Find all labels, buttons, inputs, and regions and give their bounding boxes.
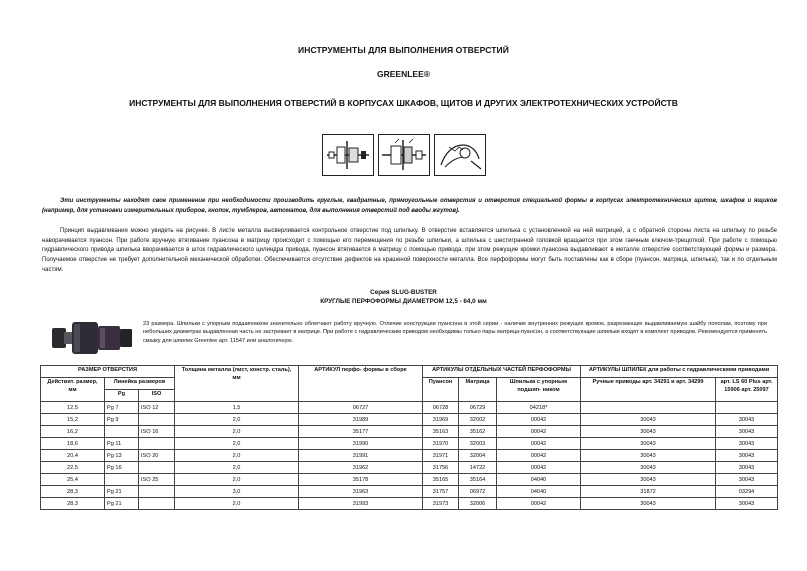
table-cell: 1,5 [175, 402, 299, 414]
table-cell: Pg 7 [105, 402, 139, 414]
table-cell: Pg 9 [105, 414, 139, 426]
table-cell: 00042 [497, 414, 581, 426]
table-cell: 18,6 [41, 438, 105, 450]
table-row [41, 426, 778, 438]
header-hydraulic-studs: АРТИКУЛЫ ШПИЛЕК для работы с гидравлическими приводами [581, 366, 778, 378]
table-cell: 2,0 [175, 474, 299, 486]
table-cell: 04218* [497, 402, 581, 414]
header-die: Матрица [459, 378, 497, 402]
header-punch: Пуансон [423, 378, 459, 402]
principle-paragraph: Принцип выдавливания можно увидеть на рисунке. В листе металла высверливается контрольное отверстие под шпильку. В отверстие вставляется шпилька с установленной на ней матрицей, а с обратной стороны листа на шпильку по резьбе наворачивается пуансон. При работе вручную втягивание пуансона в матрицу происходит с помощью его перемещения по резьбе шпильки, а шпилька с шестигранной головкой вращается при этом гаечным ключом-трещоткой. При работе с помощью гидравлического привода шпилька вворачивается в шток гидравлического цилиндра привода, пуансон втягивается в матрицу с помощью привода, при этом режущие кромки пуансона выдавливают в металле отверстие соответствующей формы и размера. Получаемое отверстие не требует дополнительной механической обработки. Обеспечивается отсутствие дефектов на крашеной поверхности металла. Все перфоформы могут быть поставлены как в сборе (пуансон, матрица, шпилька), так и по отдельным частям. [42, 228, 777, 273]
table-cell: 31973 [423, 498, 459, 510]
product-photo [50, 316, 136, 360]
table-cell [139, 462, 175, 474]
table-row [41, 414, 778, 426]
table-cell: 31970 [423, 438, 459, 450]
table-cell: Pg 16 [105, 462, 139, 474]
table-cell: 30043 [581, 438, 716, 450]
table-cell: 2,0 [175, 438, 299, 450]
table-cell: 32004 [459, 450, 497, 462]
table-cell: ISO 25 [139, 474, 175, 486]
table-cell: 03294 [716, 486, 778, 498]
table-cell: 30043 [716, 414, 778, 426]
table-cell: 30043 [581, 450, 716, 462]
table-row [41, 498, 778, 510]
table-cell: 31963 [299, 486, 423, 498]
table-cell: 06972 [459, 486, 497, 498]
intro-paragraph: Эти инструменты находят свое применение при необходимости производить круглые, квадратные, прямоугольные отверстия и отверстия специальной формы в корпусах электротехнических щитов, шкафов и ящиков (например, для установки измерительных приборов, кнопок, тумблеров, автоматов, для выполнения отверстий под вводы жгутов). [42, 198, 777, 214]
header-pg: Pg [105, 390, 139, 402]
table-cell [139, 414, 175, 426]
table-cell: 04040 [497, 474, 581, 486]
table-cell [139, 486, 175, 498]
table-cell: 30043 [716, 438, 778, 450]
table-cell: 32006 [459, 498, 497, 510]
table-cell [139, 438, 175, 450]
table-cell: 31991 [299, 450, 423, 462]
table-cell: 30043 [716, 462, 778, 474]
table-cell [105, 426, 139, 438]
table-cell: 2,0 [175, 414, 299, 426]
table-cell: Pg 13 [105, 450, 139, 462]
table-cell: 32002 [459, 414, 497, 426]
table-cell: ISO 20 [139, 450, 175, 462]
table-cell [716, 402, 778, 414]
table-cell: ISO 12 [139, 402, 175, 414]
specification-table [40, 365, 778, 510]
table-cell: 00042 [497, 498, 581, 510]
table-row [41, 486, 778, 498]
table-cell: 20,4 [41, 450, 105, 462]
series-heading [0, 288, 807, 306]
table-cell: 31962 [299, 462, 423, 474]
table-cell: 06729 [459, 402, 497, 414]
table-cell: Pg 21 [105, 498, 139, 510]
table-cell: 2,0 [175, 462, 299, 474]
table-cell: 15,2 [41, 414, 105, 426]
table-cell: Pg 11 [105, 438, 139, 450]
table-cell: 30043 [581, 462, 716, 474]
header-actual-size: Действит. размер, мм [41, 378, 105, 402]
table-cell: 35163 [423, 426, 459, 438]
punch-cutting-illustration [378, 134, 430, 176]
table-row [41, 474, 778, 486]
series-range: КРУГЛЫЕ ПЕРФОФОРМЫ ДИАМЕТРОМ 12,5 - 64,0 мм [320, 298, 487, 305]
table-cell [581, 402, 716, 414]
table-cell: 35162 [459, 426, 497, 438]
header-metal-thickness: Толщина металла (лист, констр. сталь), мм [175, 366, 299, 402]
table-row [41, 450, 778, 462]
table-row [41, 402, 778, 414]
table-cell: 04040 [497, 486, 581, 498]
table-cell: 31969 [423, 414, 459, 426]
header-manual-drives: Ручные приводы арт. 34291 и арт. 34299 [581, 378, 716, 402]
table-cell: 30043 [716, 426, 778, 438]
table-cell: 31757 [423, 486, 459, 498]
table-cell: 00042 [497, 462, 581, 474]
table-cell: 32003 [459, 438, 497, 450]
table-cell: 30043 [581, 414, 716, 426]
header-ls60-drives: арт. LS 60 Plus арт. 15906 арт. 25097 [716, 378, 778, 402]
table-cell: 28,3 [41, 486, 105, 498]
table-cell: 35177 [299, 426, 423, 438]
table-cell: 22,5 [41, 462, 105, 474]
table-cell: 30043 [581, 498, 716, 510]
section-title: ИНСТРУМЕНТЫ ДЛЯ ВЫПОЛНЕНИЯ ОТВЕРСТИЙ В КОРПУСАХ ШКАФОВ, ЩИТОВ И ДРУГИХ ЭЛЕКТРОТЕХНИЧЕСКИХ УСТРОЙСТВ [129, 98, 678, 108]
page-title: ИНСТРУМЕНТЫ ДЛЯ ВЫПОЛНЕНИЯ ОТВЕРСТИЙ [298, 45, 509, 55]
brand-name: GREENLEE® [376, 69, 431, 79]
table-cell: 3,0 [175, 486, 299, 498]
header-assembly-article: АРТИКУЛ перфо- формы в сборе [299, 366, 423, 402]
table-cell: 30043 [716, 474, 778, 486]
table-cell: 30043 [581, 426, 716, 438]
table-cell: 06728 [423, 402, 459, 414]
table-cell: Pg 21 [105, 486, 139, 498]
hand-tool-illustration [434, 134, 486, 176]
table-cell: 00042 [497, 426, 581, 438]
table-row [41, 462, 778, 474]
table-cell: 31989 [299, 414, 423, 426]
table-cell: 12,5 [41, 402, 105, 414]
table-cell: 25,4 [41, 474, 105, 486]
table-cell: 31993 [299, 498, 423, 510]
table-cell: 35165 [423, 474, 459, 486]
table-cell: 31990 [299, 438, 423, 450]
table-cell: 31756 [423, 462, 459, 474]
table-cell: 30043 [581, 474, 716, 486]
table-cell: 30043 [716, 498, 778, 510]
table-cell: 35178 [299, 474, 423, 486]
table-cell: 06727 [299, 402, 423, 414]
header-iso: ISO [139, 390, 175, 402]
punch-assembly-illustration [322, 134, 374, 176]
table-cell: 35164 [459, 474, 497, 486]
process-illustrations [322, 134, 486, 176]
table-cell: 28,3 [41, 498, 105, 510]
table-cell: 00042 [497, 438, 581, 450]
table-row [41, 438, 778, 450]
table-cell: ISO 16 [139, 426, 175, 438]
table-cell [105, 474, 139, 486]
header-size-lineup: Линейка размеров [105, 378, 175, 390]
table-cell [139, 498, 175, 510]
header-bearing-stud: Шпилька с упорным подшип- ником [497, 378, 581, 402]
specification-table-body [41, 402, 778, 510]
table-cell: 2,0 [175, 450, 299, 462]
table-cell: 31971 [423, 450, 459, 462]
series-name: Серия SLUG-BUSTER [370, 289, 437, 296]
table-cell: 30043 [716, 450, 778, 462]
table-cell: 14722 [459, 462, 497, 474]
header-hole-size: РАЗМЕР ОТВЕРСТИЯ [41, 366, 175, 378]
table-cell: 2,0 [175, 426, 299, 438]
table-cell: 2,0 [175, 498, 299, 510]
table-cell: 16,2 [41, 426, 105, 438]
header-separate-parts: АРТИКУЛЫ ОТДЕЛЬНЫХ ЧАСТЕЙ ПЕРФОФОРМЫ [423, 366, 581, 378]
table-cell: 31872 [581, 486, 716, 498]
series-description: 23 размера. Шпильки с упорным подшипником значительно облегчают работу вручную. Отличие конструкции пуансона в этой серии - наличие внутренних режущих кромок, разрезающих выдавливаемую шайбу пополам, поэтому при небольших диаметрах выдавленная часть не застревает в матрице. При работе с гидравлическим приводом необходимы только пары матрица-пуансон, а соответствующие шпильки входят в комплект приводов. Рекомендуется применять смазку для шпилек Greenlee арт. 11547 или аналогичную. [143, 321, 767, 344]
table-cell: 00042 [497, 450, 581, 462]
